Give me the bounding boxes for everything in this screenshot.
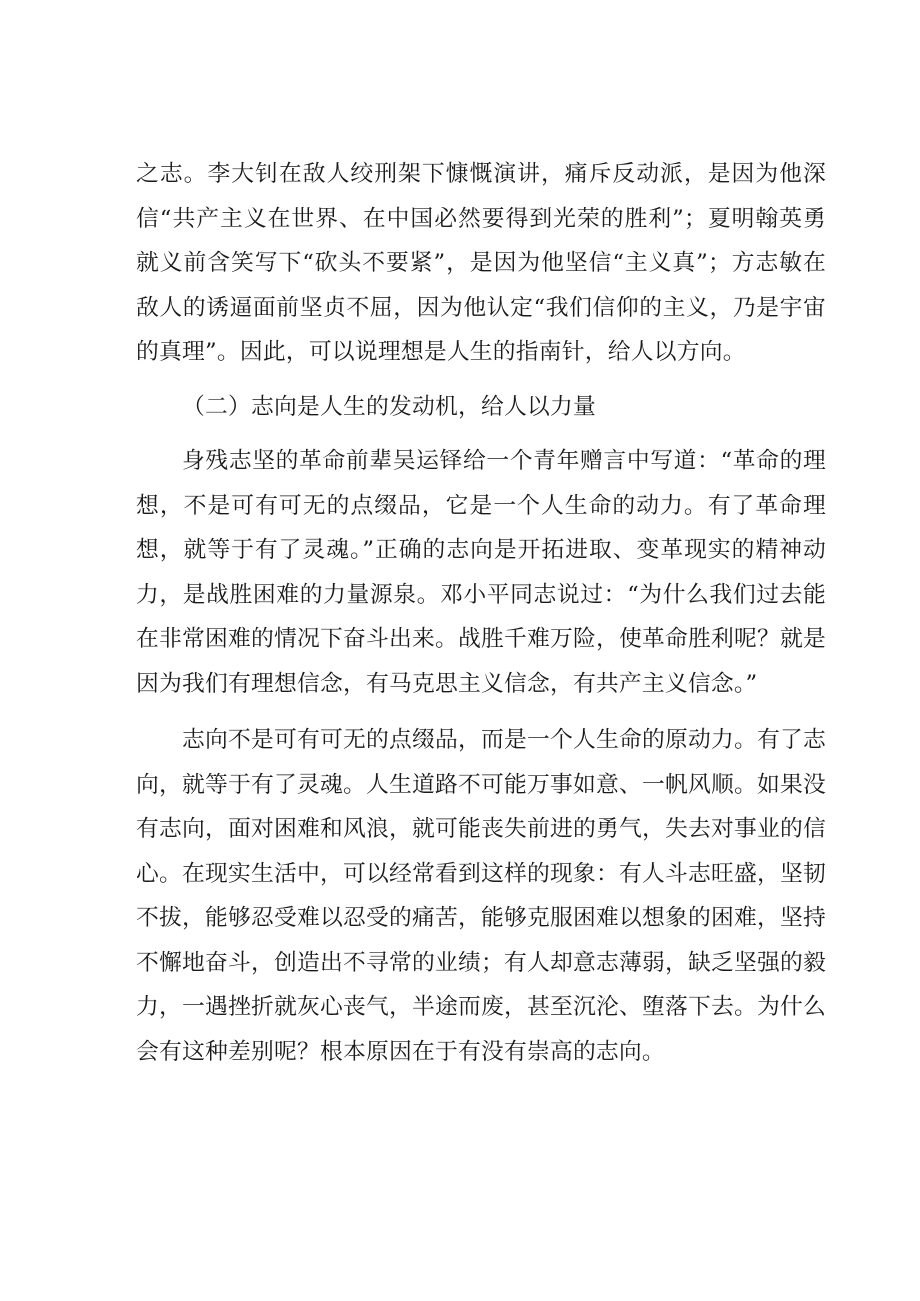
section-heading: （二）志向是人生的发动机，给人以力量 (182, 393, 596, 420)
paragraph-continuation: 之志。李大钊在敌人绞刑架下慷慨演讲，痛斥反动派，是因为他深信“共产主义在世界、在中国必然要得到光荣的胜利”；夏明翰英勇就义前含笑写下“砍头不要紧”，是因为他坚信“主义真”；方志敏在敌人的诱逼面前坚贞不屈，因为他认定“我们信仰的主义，乃是宇宙的真理”。因此，可以说理想是人生的指南针，给人以方向。 (136, 161, 826, 365)
document-page (136, 152, 826, 1074)
spacer (136, 375, 826, 385)
spacer (136, 706, 826, 718)
paragraph-body: 志向不是可有可无的点缀品，而是一个人生命的原动力。有了志向，就等于有了灵魂。人生道路不可能万事如意、一帆风顺。如果没有志向，面对困难和风浪，就可能丧失前进的勇气，失去对事业的信心。在现实生活中，可以经常看到这样的现象：有人斗志旺盛，坚韧不拔，能够忍受难以忍受的痛苦，能够克服困难以想象的困难，坚持不懈地奋斗，创造出不寻常的业绩；有人却意志薄弱，缺乏坚强的毅力，一遇挫折就灰心丧气，半途而废，甚至沉沦、堕落下去。为什么会有这种差别呢？根本原因在于有没有崇高的志向。 (136, 727, 826, 1065)
spacer (136, 429, 826, 439)
paragraph-quote: 身残志坚的革命前辈吴运铎给一个青年赠言中写道：“革命的理想，不是可有可无的点缀品，它是一个人生命的动力。有了革命理想，就等于有了灵魂。”正确的志向是开拓进取、变革现实的精神动力，是战胜困难的力量源泉。邓小平同志说过：“为什么我们过去能在非常困难的情况下奋斗出来。战胜千难万险，使革命胜利呢？就是因为我们有理想信念，有马克思主义信念，有共产主义信念。” (136, 448, 826, 697)
